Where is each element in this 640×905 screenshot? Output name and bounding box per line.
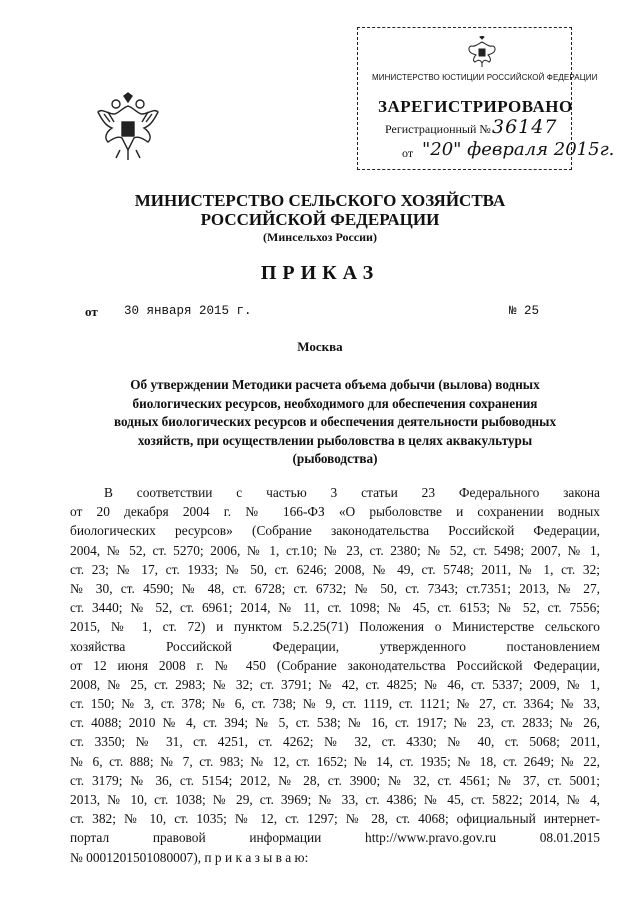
ministry-short-name: (Минсельхоз России) bbox=[263, 230, 377, 244]
body-line: ст. 23; № 17, ст. 1933; № 50, ст. 6246; 2008, № 49, ст. 5748; 2011, № 1, ст. 32; bbox=[70, 561, 600, 577]
body-line: ст. 4088; 2010 № 4, ст. 394; № 5, ст. 538; № 16, ст. 1917; № 23, ст. 2833; № 26, bbox=[70, 715, 600, 731]
body-line: ст. 150; № 3, ст. 378; № 6, ст. 738; № 9, ст. 1119, ст. 1121; № 27, ст. 3364; № 33, bbox=[70, 696, 600, 712]
ministry-title-line1: МИНИСТЕРСТВО СЕЛЬСКОГО ХОЗЯЙСТВА bbox=[134, 191, 506, 210]
body-line: ст. 3179; № 36, ст. 5154; 2012, № 28, ст. 3900; № 32, ст. 4561; № 37, ст. 5001; bbox=[70, 772, 600, 788]
subject-line: (рыбоводства) bbox=[292, 451, 378, 466]
body-line: В соответствии с частью 3 статьи 23 Федерального закона bbox=[104, 485, 600, 500]
body-line: ст. 382; № 10, ст. 1035; № 12, ст. 1297; № 28, ст. 4068; официальный интернет- bbox=[70, 811, 600, 827]
order-date: 30 января 2015 г. bbox=[124, 304, 252, 318]
body-line: портал правовой информации http://www.pravo.gov.ru 08.01.2015 bbox=[70, 830, 600, 846]
order-body bbox=[70, 483, 600, 867]
subject-line: водных биологических ресурсов и обеспечения деятельности рыбоводных bbox=[113, 414, 557, 429]
order-city: Москва bbox=[297, 339, 343, 354]
ministry-title-line2: РОССИЙСКОЙ ФЕДЕРАЦИИ bbox=[200, 210, 440, 229]
subject-line: биологических ресурсов, необходимого для обеспечения сохранения bbox=[132, 395, 538, 411]
body-line: ст. 3350; № 31, ст. 4251, ст. 4262; № 32, ст. 4330; № 40, ст. 5068; 2011, bbox=[70, 734, 600, 750]
stamp-reg-number-label: Регистрационный № bbox=[385, 122, 491, 136]
order-title: ПРИКАЗ bbox=[260, 262, 380, 284]
body-line: от 12 июня 2008 г. № 450 (Собрание законодательства Российской Федерации, bbox=[70, 657, 600, 673]
stamp-emblem-icon bbox=[467, 36, 497, 68]
date-prefix: от bbox=[85, 304, 98, 319]
subject-line: хозяйств, при осуществлении рыболовства в целях аквакультуры bbox=[137, 432, 533, 448]
order-subject bbox=[70, 376, 600, 469]
body-line: биологических ресурсов» (Собрание законодательства Российской Федерации, bbox=[70, 523, 600, 539]
order-number: № 25 bbox=[509, 304, 540, 318]
stamp-ministry-name: МИНИСТЕРСТВО ЮСТИЦИИ РОССИЙСКОЙ ФЕДЕРАЦИИ bbox=[372, 73, 598, 82]
stamp-date-label: от bbox=[402, 146, 414, 160]
body-line: от 20 декабря 2004 г. № 166-ФЗ «О рыболовстве и сохранении водных bbox=[70, 504, 600, 520]
body-line: 2013, № 10, ст. 1038; № 29, ст. 3969; № 33, ст. 4386; № 45, ст. 5822; 2014, № 4, bbox=[70, 792, 600, 807]
body-line: 2008, № 25, ст. 2983; № 32; ст. 3791; № 42, ст. 4825; № 46, ст. 5337; 2009, № 1, bbox=[70, 676, 600, 692]
stamp-registered-title: ЗАРЕГИСТРИРОВАНО bbox=[378, 97, 573, 116]
stamp-date-value: "20" февраля 2015г. bbox=[422, 139, 615, 160]
subject-line: Об утверждении Методики расчета объема добычи (вылова) водных bbox=[130, 377, 540, 392]
body-line: № 6, ст. 888; № 7, ст. 983; № 12, ст. 1652; № 14, ст. 1935; № 18, ст. 2649; № 22, bbox=[70, 753, 600, 769]
coat-of-arms-icon bbox=[96, 92, 160, 164]
body-line: № 30, ст. 4590; № 48, ст. 6728; ст. 6732; № 50, ст. 7343; ст.7351; 2013, № 27, bbox=[70, 580, 600, 596]
body-line: ст. 3440; № 52, ст. 6961; 2014, № 11, ст. 1098; № 45, ст. 6153; № 52, ст. 7556; bbox=[70, 600, 600, 616]
body-line: хозяйства Российской Федерации, утвержденного постановлением bbox=[70, 638, 600, 654]
body-line: 2004, № 52, ст. 5270; 2006, № 1, ст.10; № 23, ст. 2380; № 52, ст. 5498; 2007, № 1, bbox=[70, 542, 600, 558]
stamp-reg-number: 36147 bbox=[492, 116, 558, 138]
body-line: № 0001201501080007), п р и к а з ы в а ю: bbox=[70, 849, 309, 865]
registration-stamp bbox=[357, 27, 615, 170]
body-line: 2015, № 1, ст. 72) и пунктом 5.2.25(71) Положения о Министерстве сельского bbox=[70, 619, 600, 635]
